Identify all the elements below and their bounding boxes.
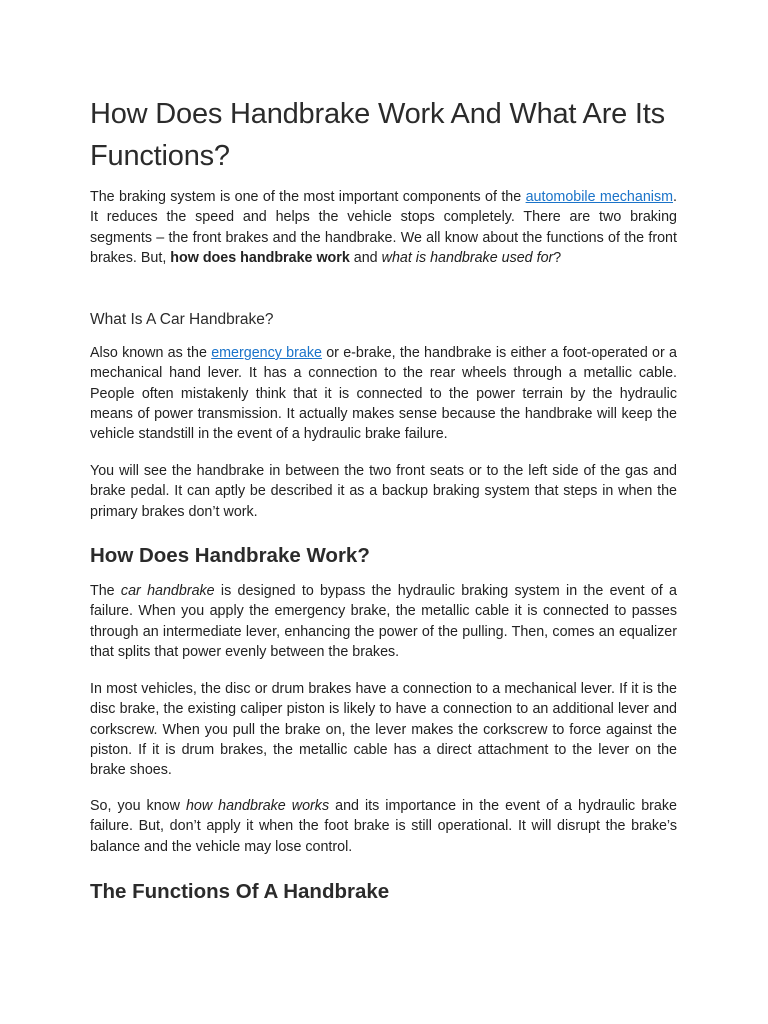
automobile-mechanism-link[interactable]: automobile mechanism — [525, 189, 674, 205]
paragraph-text-1: So, you know — [90, 798, 186, 814]
paragraph-text-2: or e-brake, the handbrake is either a foot-operated or a mechanical hand lever. It has a connection to the rear wheels through a metallic cable. People often mistakenly think that it is connected to the power terrain by the hydraulic means of power transmission. It actually makes sense because the handbrake will keep the vehicle standstill in the event of a hydraulic brake failure. — [90, 345, 677, 443]
paragraph-what-is-handbrake — [90, 343, 677, 444]
paragraph-text-2: and its importance in the event of a hydraulic brake failure. But, don’t apply it when the foot brake is still operational. It will disrupt the brake’s balance and the vehicle may lose control. — [90, 798, 677, 855]
section-heading-how-handbrake-works: How Does Handbrake Work? — [90, 544, 370, 567]
intro-text-3: and — [349, 249, 382, 266]
intro-paragraph — [90, 187, 677, 268]
intro-bold-text: how does handbrake work — [170, 249, 350, 266]
paragraph-handbrake-location: You will see the handbrake in between the two front seats or to the left side of the gas and brake pedal. It can aptly be described it as a backup braking system that steps in when the primary brakes don’t work. — [90, 463, 677, 520]
paragraph-text-2: is designed to bypass the hydraulic braking system in the event of a failure. When you apply the emergency brake, the metallic cable it is connected to passes through an intermediate lever, enhancing the power of the pulling. Then, comes an equalizer that splits that power evenly between the brakes. — [90, 583, 678, 660]
intro-italic-text: what is handbrake used for — [381, 249, 554, 266]
paragraph-italic-text: how handbrake works — [185, 798, 330, 814]
intro-text-1: The braking system is one of the most important components of the — [90, 189, 526, 205]
paragraph-car-handbrake — [90, 581, 677, 662]
emergency-brake-link[interactable]: emergency brake — [211, 345, 322, 361]
paragraph-italic-text: car handbrake — [120, 583, 215, 599]
page-title: How Does Handbrake Work And What Are Its Functions? — [90, 98, 665, 172]
paragraph-text-1: Also known as the — [90, 345, 212, 361]
intro-text-2: . It reduces the speed and helps the vehicle stops completely. There are two braking segments – the front brakes and the handbrake. We all know about the functions of the front brakes. But, — [90, 189, 677, 266]
section-heading-functions: The Functions Of A Handbrake — [90, 880, 390, 903]
paragraph-disc-drum-brakes: In most vehicles, the disc or drum brakes have a connection to a mechanical lever. If it is the disc brake, the existing caliper piston is likely to have a connection to an additional lever and corkscrew. When you pull the brake on, the lever makes the corkscrew to force against the piston. If it is drum brakes, the metallic cable has a direct attachment to the lever on the brake shoes. — [90, 681, 677, 779]
section-heading-what-is-handbrake: What Is A Car Handbrake? — [90, 311, 274, 328]
paragraph-importance — [90, 796, 677, 857]
intro-text-4: ? — [553, 249, 562, 266]
paragraph-text-1: The — [90, 583, 121, 599]
